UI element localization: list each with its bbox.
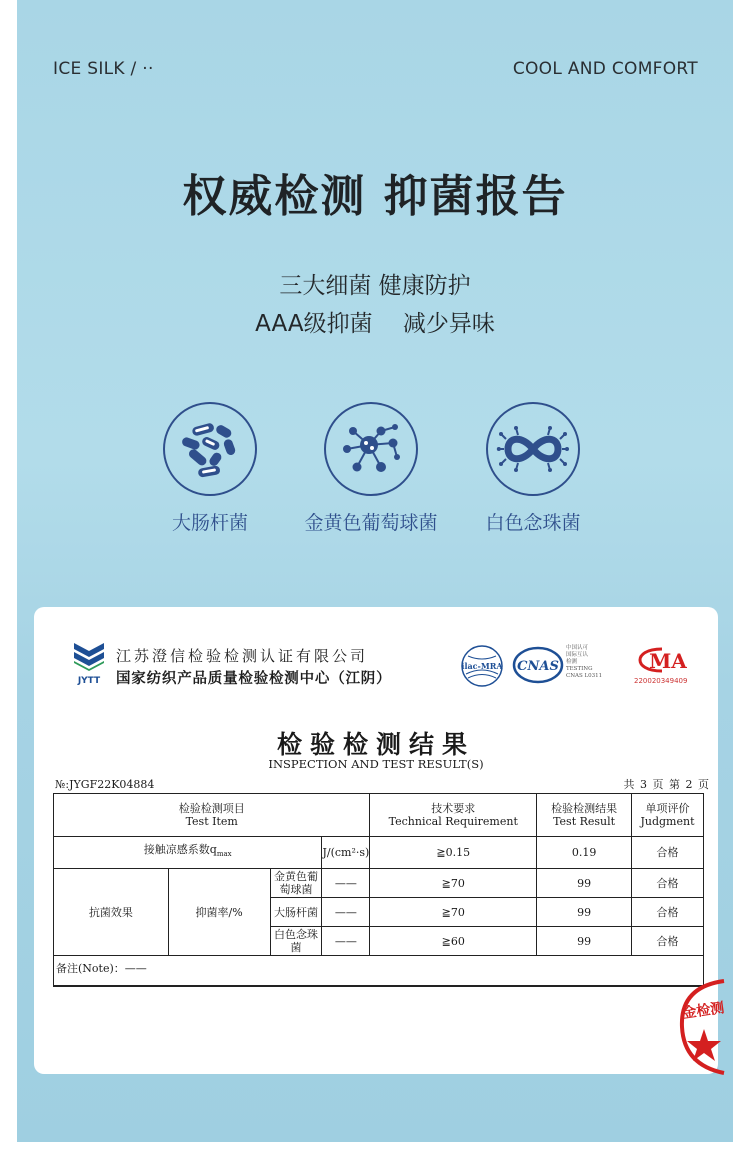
page-title: 权威检测 抑菌报告	[182, 171, 568, 222]
unit-cell: ——	[322, 898, 370, 927]
org-name-line-2: 国家纺织产品质量检验检测中心（江阴）	[116, 670, 392, 687]
contact-judgment-cell: 合格	[632, 837, 704, 869]
table-row	[54, 869, 704, 898]
stamp-text: 金检测	[681, 1000, 726, 1022]
contact-req-cell: ≧0.15	[370, 837, 537, 869]
result-cell: 99	[537, 898, 632, 927]
subtitle-line-2: AAA级抑菌 减少异味	[255, 311, 495, 337]
strain-cell: 白色念珠菌	[270, 927, 322, 956]
header-judgment: 单项评价 Judgment	[632, 794, 704, 837]
cnas-accreditation-text: 中国认可 国际互认 检测 TESTING CNAS L0311	[566, 645, 603, 679]
bacteria-item-staph	[286, 402, 456, 535]
yeast-chain-icon	[486, 402, 580, 496]
bacteria-label-ecoli: 大肠杆菌	[171, 512, 248, 534]
judgment-cell: 合格	[632, 869, 704, 898]
bacteria-label-candida: 白色念珠菌	[485, 512, 581, 534]
org-name-line-1: 江苏澄信检验检测认证有限公司	[116, 647, 369, 665]
report-number: №:JYGF22K04884	[55, 778, 155, 791]
table-header-row	[54, 794, 704, 837]
table-note-row	[54, 956, 704, 986]
table-row-contact-cooling	[54, 837, 704, 869]
report-title-en: INSPECTION AND TEST RESULT(S)	[268, 757, 484, 771]
report-title: 检验检测结果	[276, 730, 475, 759]
rod-bacteria-icon	[163, 402, 257, 496]
unit-cell: ——	[322, 869, 370, 898]
cma-logo	[634, 645, 690, 679]
result-cell: 99	[537, 927, 632, 956]
cnas-logo-text: CNAS	[517, 659, 559, 674]
result-table	[53, 793, 704, 987]
jytt-logo	[70, 641, 108, 686]
header-result: 检验检测结果 Test Result	[537, 794, 632, 837]
note-cell: 备注(Note)：——	[54, 956, 704, 986]
strain-cell: 大肠杆菌	[270, 898, 322, 927]
req-cell: ≧60	[370, 927, 537, 956]
jytt-logo-text: JYTT	[77, 676, 101, 686]
bacteria-label-staph: 金黄色葡萄球菌	[304, 512, 438, 534]
cma-logo-text: MA	[649, 649, 687, 673]
cnas-logo	[512, 645, 564, 689]
bacteria-item-ecoli	[125, 402, 295, 535]
red-seal-stamp	[674, 977, 724, 1077]
brand-left-text: ICE SILK / ··	[53, 59, 154, 79]
brand-right-text: COOL AND COMFORT	[512, 59, 698, 79]
ilac-logo-text: ilac-MRA	[461, 661, 503, 671]
bacteria-item-candida	[448, 402, 618, 535]
req-cell: ≧70	[370, 898, 537, 927]
judgment-cell: 合格	[632, 927, 704, 956]
inspection-report-card	[34, 607, 726, 1074]
subtitle-line-1: 三大细菌 健康防护	[279, 273, 471, 299]
cocci-cluster-icon	[324, 402, 418, 496]
report-page-info: 共 3 页 第 2 页	[623, 778, 710, 791]
contact-unit-cell: J/(cm²·s)	[322, 837, 370, 869]
group-label-cell: 抗菌效果	[54, 869, 169, 956]
contact-result-cell: 0.19	[537, 837, 632, 869]
result-cell: 99	[537, 869, 632, 898]
req-cell: ≧70	[370, 869, 537, 898]
header-test-item: 检验检测项目 Test Item	[54, 794, 370, 837]
contact-item-cell: 接触凉感系数$q_{max}$	[54, 837, 322, 869]
strain-cell: 金黄色葡萄球菌	[270, 869, 322, 898]
cma-number: 220020349409	[634, 677, 688, 685]
judgment-cell: 合格	[632, 898, 704, 927]
group-sublabel-cell: 抑菌率/%	[168, 869, 270, 956]
ilac-mra-logo	[460, 644, 504, 692]
unit-cell: ——	[322, 927, 370, 956]
header-requirement: 技术要求 Technical Requirement	[370, 794, 537, 837]
